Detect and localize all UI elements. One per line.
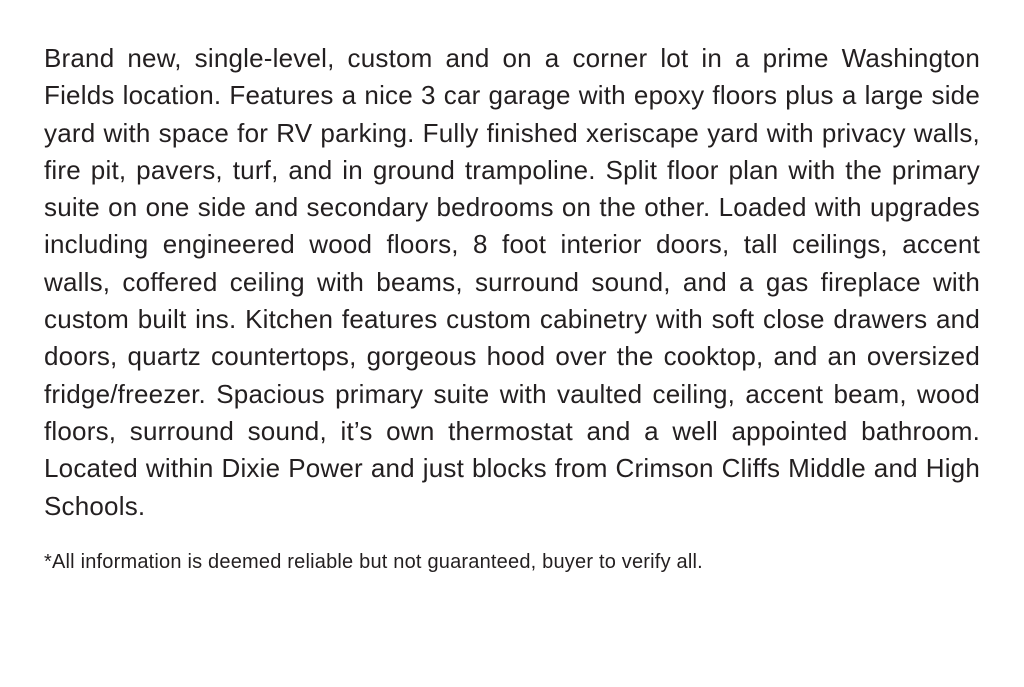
listing-description-text: Brand new, single-level, custom and on a corner lot in a prime Washington Fields location. Features a nice 3 car garage with epoxy floors plus a large side yard with space for RV parking. Fully finished xeriscape yard with privacy walls, fire pit, pavers, turf, and in ground trampoline. Split floor plan with the primary suite on one side and secondary bedrooms on the other. Loaded with upgrades including engineered wood floors, 8 foot interior doors, tall ceilings, accent walls, coffered ceiling with beams, surround sound, and a gas fireplace with custom built ins. Kitchen features custom cabinetry with soft close drawers and doors, quartz countertops, gorgeous hood over the cooktop, and an oversized fridge/freezer. Spacious primary suite with vaulted ceiling, accent beam, wood floors, surround sound, it’s own thermostat and a well appointed bathroom. Located within Dixie Power and just blocks from Crimson Cliffs Middle and High Schools. [44,43,980,521]
listing-disclaimer-text: *All information is deemed reliable but not guaranteed, buyer to verify all. [44,550,703,573]
